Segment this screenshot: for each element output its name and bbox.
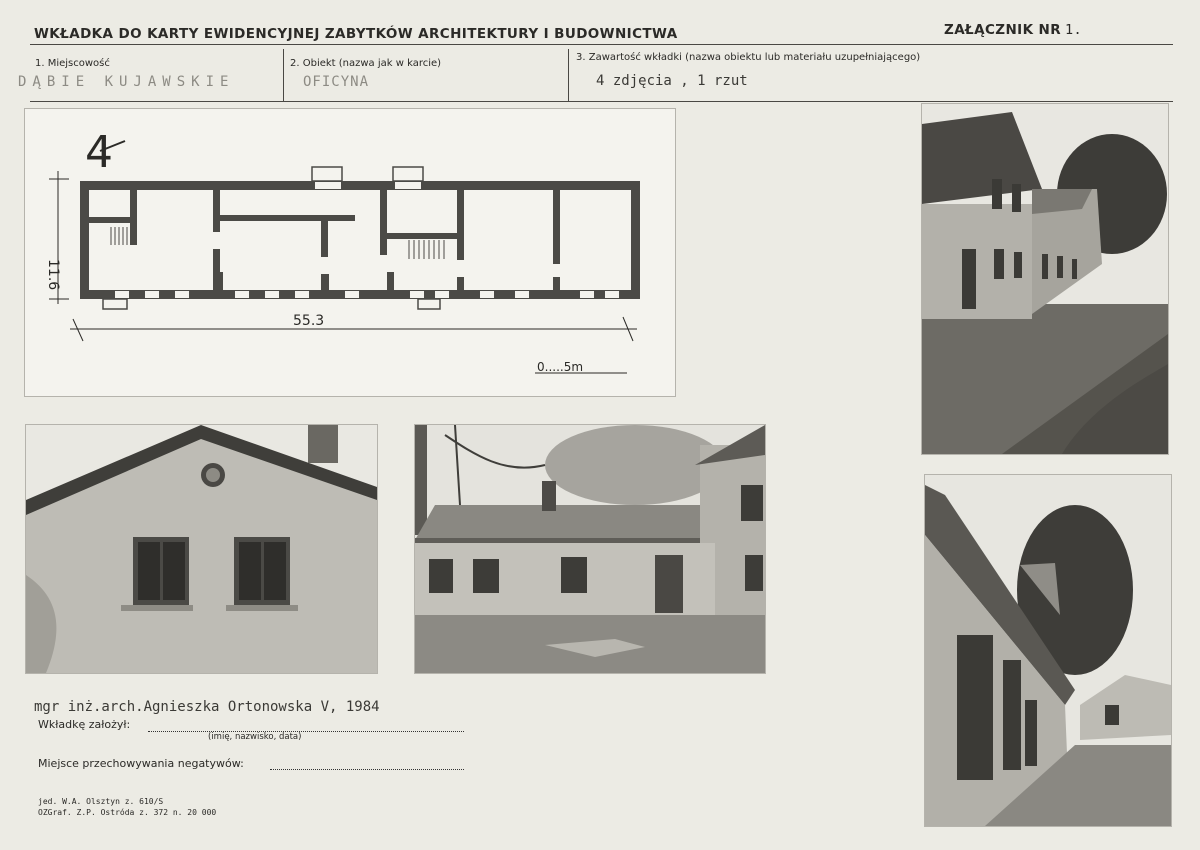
author-typed: mgr inż.arch.Agnieszka Ortonowska V, 1984 (34, 699, 380, 715)
height-dimension: 11.6 (45, 259, 61, 291)
contents-label: 3. Zawartość wkładki (nazwa obiektu lub materiału uzupełniającego) (576, 52, 921, 63)
photo-street-view (921, 103, 1169, 455)
object-value: OFICYNA (303, 74, 370, 90)
contents-value: 4 zdjęcia , 1 rzut (596, 73, 748, 89)
annex-number: 1. (1065, 22, 1083, 38)
field-divider-2 (568, 49, 569, 101)
field-row-rule (30, 101, 1173, 102)
photo-courtyard-facade (414, 424, 766, 674)
scale-label: 0.....5m (537, 360, 584, 374)
sheet-number: 4 (85, 127, 113, 178)
width-dimension: 55.3 (293, 313, 325, 329)
negatives-line (270, 769, 464, 770)
floor-plan-drawing (25, 109, 675, 396)
floor-plan (24, 108, 676, 397)
negatives-label: Miejsce przechowywania negatywów: (38, 757, 244, 770)
header-rule (30, 44, 1173, 45)
locality-value: DĄBIE KUJAWSKIE (18, 74, 235, 90)
plan-walls (80, 181, 640, 299)
printer-note-2: OZGraf. Z.P. Ostróda z. 372 n. 20 000 (38, 808, 217, 817)
object-label: 2. Obiekt (nazwa jak w karcie) (290, 58, 442, 69)
field-divider-1 (283, 49, 284, 101)
printer-note-1: jed. W.A. Olsztyn z. 610/S (38, 797, 164, 806)
author-sublabel: (imię, nazwisko, data) (208, 732, 302, 742)
annex-heading (944, 22, 1082, 38)
annex-label: ZAŁĄCZNIK NR (944, 22, 1062, 38)
photo-side-view (924, 474, 1172, 827)
author-label: Wkładkę założył: (38, 718, 131, 731)
photo-gable-wall (25, 424, 378, 674)
locality-label: 1. Miejscowość (35, 58, 110, 69)
author-line (148, 731, 464, 732)
card-title: WKŁADKA DO KARTY EWIDENCYJNEJ ZABYTKÓW ARCHITEKTURY I BUDOWNICTWA (34, 26, 678, 42)
